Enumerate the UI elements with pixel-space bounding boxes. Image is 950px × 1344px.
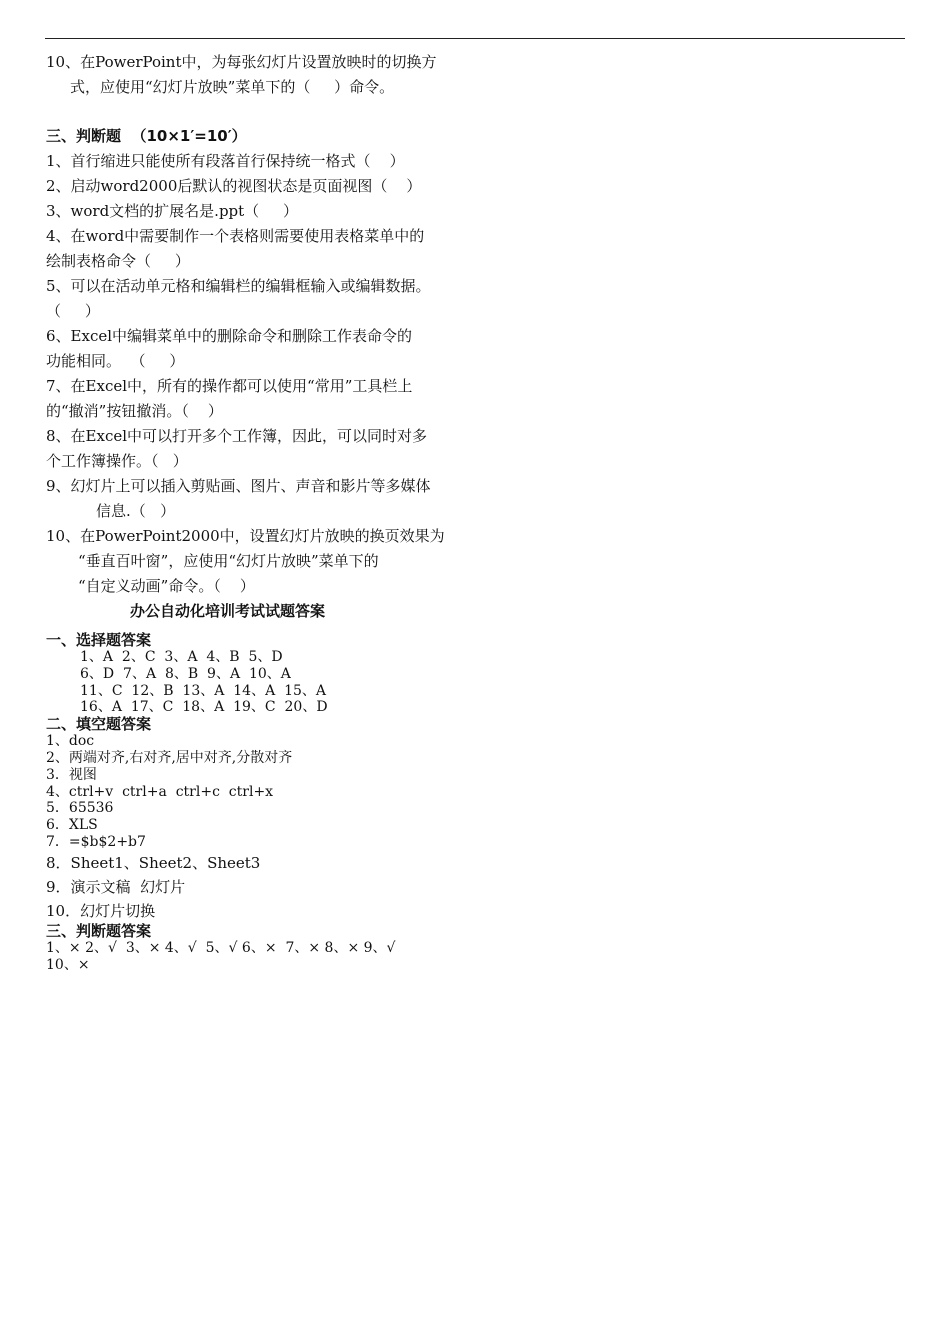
fill-answer-3: 3．视图 <box>46 766 97 783</box>
choice-answers-row: 1、A 2、C 3、A 4、B 5、D <box>80 649 283 665</box>
fill-answer-6: 6．XLS <box>46 817 98 834</box>
fill-answer-8: 8．Sheet1、Sheet2、Sheet3 <box>46 853 261 872</box>
fill-answer-4: 4、ctrl+v ctrl+a ctrl+c ctrl+x <box>46 783 274 800</box>
fill-answer-7: 7．=$b$2+b7 <box>46 833 146 850</box>
header-rule <box>45 38 905 39</box>
judge-q8-line1: 8、在Excel中可以打开多个工作簿，因此，可以同时对多 <box>46 427 428 445</box>
judge-answers-row: 10、× <box>46 956 90 973</box>
judge-q5-line1: 5、可以在活动单元格和编辑栏的编辑框输入或编辑数据。 <box>46 277 431 295</box>
judge-q6-line1: 6、Excel中编辑菜单中的删除命令和删除工作表命令的 <box>46 327 413 345</box>
judge-q7-line1: 7、在Excel中，所有的操作都可以使用“常用”工具栏上 <box>46 377 413 395</box>
judge-q2: 2、启动word2000后默认的视图状态是页面视图（ ） <box>46 177 422 195</box>
judge-answers-heading: 三、判断题答案 <box>46 921 152 940</box>
document-page <box>46 50 486 973</box>
judge-q9-line1: 9、幻灯片上可以插入剪贴画、图片、声音和影片等多媒体 <box>46 477 431 495</box>
judge-q1: 1、首行缩进只能使所有段落首行保持统一格式（ ） <box>46 152 405 170</box>
fill-question-10-line2: 式，应使用“幻灯片放映”菜单下的（ ）命令。 <box>70 78 395 96</box>
judge-q4-line2: 绘制表格命令（ ） <box>46 252 190 270</box>
judge-answers-row: 1、× 2、√ 3、× 4、√ 5、√ 6、× 7、× 8、× 9、√ <box>46 939 396 956</box>
choice-answers-heading: 一、选择题答案 <box>46 631 152 649</box>
fill-answers-heading: 二、填空题答案 <box>46 715 152 734</box>
fill-question-10-line1: 10、在PowerPoint中，为每张幻灯片设置放映时的切换方 <box>46 53 437 71</box>
fill-answer-1: 1、doc <box>46 733 95 750</box>
choice-answers-row: 16、A 17、C 18、A 19、C 20、D <box>80 699 328 716</box>
judge-q7-line2: 的“撤消”按钮撤消。（ ） <box>46 402 223 420</box>
judge-q3: 3、word文档的扩展名是.ppt（ ） <box>46 202 299 220</box>
choice-answers-row: 11、C 12、B 13、A 14、A 15、A <box>80 682 327 699</box>
judge-q10-line2: “垂直百叶窗”，应使用“幻灯片放映”菜单下的 <box>78 552 379 570</box>
judge-q5-line2: （ ） <box>46 302 100 320</box>
judge-q10-line3: “自定义动画”命令。（ ） <box>78 577 255 595</box>
judge-q4-line1: 4、在word中需要制作一个表格则需要使用表格菜单中的 <box>46 227 425 245</box>
judge-q9-line2: 信息.（ ） <box>96 502 176 520</box>
judge-q8-line2: 个工作簿操作。（ ） <box>46 452 188 470</box>
choice-answers-row: 6、D 7、A 8、B 9、A 10、A <box>80 665 291 682</box>
judge-section-heading: 三、判断题 （10×1′=10′） <box>46 127 247 145</box>
fill-answer-10: 10．幻灯片切换 <box>46 901 156 920</box>
fill-answer-9: 9．演示文稿 幻灯片 <box>46 877 186 896</box>
fill-answer-5: 5．65536 <box>46 800 114 817</box>
judge-q10-line1: 10、在PowerPoint2000中，设置幻灯片放映的换页效果为 <box>46 527 445 545</box>
judge-q6-line2: 功能相同。 （ ） <box>46 352 185 370</box>
answers-title: 办公自动化培训考试试题答案 <box>130 602 326 620</box>
fill-answer-2: 2、两端对齐,右对齐,居中对齐,分散对齐 <box>46 749 293 766</box>
